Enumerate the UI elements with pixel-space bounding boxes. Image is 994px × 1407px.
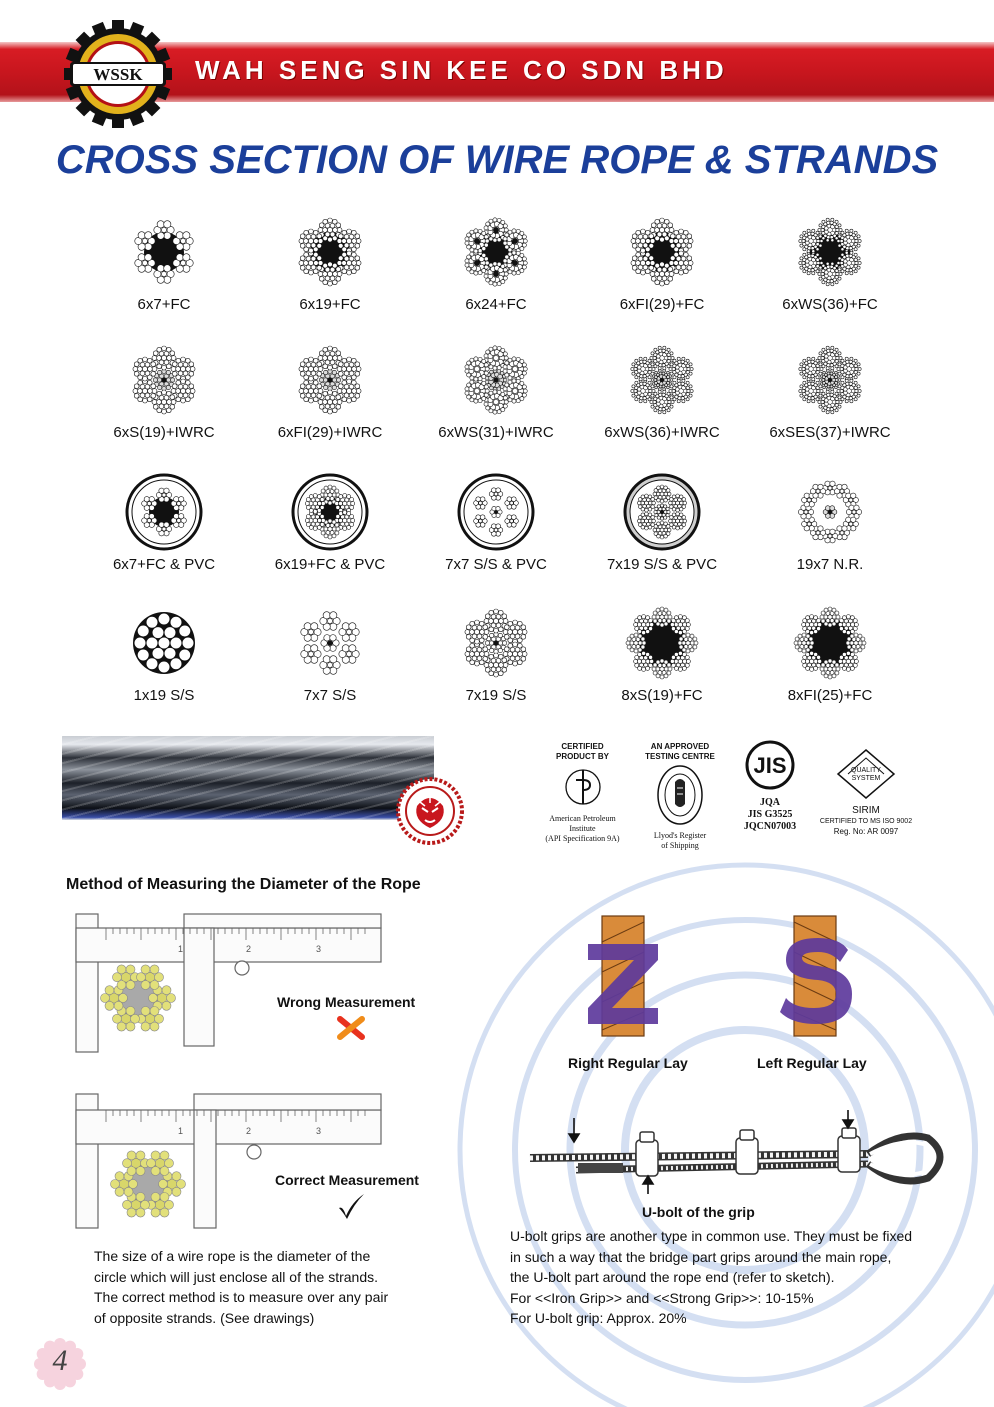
measuring-text-line: of opposite strands. (See drawings) [94, 1309, 315, 1326]
jis-logo-icon [743, 738, 797, 792]
lloyds-line-1: Llyod's Register [653, 831, 707, 840]
rope-cross-section-item [84, 472, 244, 582]
rope-cross-section-item [416, 212, 576, 322]
rope-cross-section-item [84, 340, 244, 450]
rope-label: 6x7+FC [137, 296, 191, 313]
scale-mark-2: 2 [246, 1126, 252, 1136]
logo-text: WSSK [93, 65, 143, 84]
rope-cross-section-item [582, 340, 742, 450]
rope-cross-section-item [250, 472, 410, 582]
rope-cross-section-icon [790, 340, 870, 420]
lloyds-heading-1: AN APPROVED [650, 742, 710, 751]
rope-cross-section-item [416, 340, 576, 450]
rope-cross-section-icon [290, 212, 370, 292]
u-bolt-label: U-bolt of the grip [642, 1204, 755, 1220]
measuring-heading: Method of Measuring the Diameter of the Rope [66, 876, 421, 893]
jis-line-3: JQCN07003 [743, 821, 797, 832]
correct-measurement-label: Correct Measurement [275, 1172, 419, 1188]
jis-line-1: JQA [760, 797, 780, 808]
rope-cross-section-item [250, 212, 410, 322]
scale-mark-3: 3 [316, 1126, 322, 1136]
u-bolt-text-line: U-bolt grips are another type in common use. They must be fixed [510, 1228, 913, 1244]
rope-cross-section-icon [622, 603, 702, 683]
sirim-certification [818, 748, 914, 837]
company-name: WAH SENG SIN KEE CO SDN BHD [195, 55, 728, 85]
api-line-3: (API Specification 9A) [545, 834, 620, 843]
measuring-description [94, 1246, 388, 1328]
rope-label: 19x7 N.R. [796, 556, 864, 573]
rope-label: 6xWS(31)+IWRC [438, 424, 554, 441]
rope-cross-section-icon [790, 472, 870, 552]
rope-label: 8xS(19)+FC [621, 687, 703, 704]
measuring-text-line: circle which will just enclose all of the strands. [94, 1268, 379, 1285]
rope-cross-section-item [84, 603, 244, 713]
scale-mark-1: 1 [178, 944, 184, 954]
rope-label: 6x7+FC & PVC [112, 556, 216, 573]
scale-mark-3: 3 [316, 944, 322, 954]
tiger-brand-icon [395, 776, 465, 846]
rope-cross-section-item [416, 603, 576, 713]
lloyds-certification [630, 742, 730, 851]
lloyds-register-seal-icon [655, 764, 705, 826]
rope-label: 7x19 S/S [465, 687, 527, 704]
quality-badge-line-2: SYSTEM [851, 775, 881, 782]
rope-cross-section-icon [290, 603, 370, 683]
left-regular-lay-drawing [770, 912, 860, 1040]
rope-cross-section-item [84, 212, 244, 322]
rope-label: 7x7 S/S & PVC [445, 556, 547, 573]
rope-label: 8xFI(25)+FC [787, 687, 873, 704]
rope-cross-section-icon [790, 212, 870, 292]
u-bolt-text-line: in such a way that the bridge part grips around the main rope, [510, 1248, 892, 1265]
scale-mark-2: 2 [246, 944, 252, 954]
wire-rope-photo [62, 736, 434, 820]
u-bolt-text-line: For <<Iron Grip>> and <<Strong Grip>>: 10-15% [510, 1289, 814, 1306]
rope-label: 7x7 S/S [303, 687, 357, 704]
right-regular-lay-drawing [578, 912, 668, 1040]
correct-check-icon [336, 1192, 366, 1220]
rope-label: 6x19+FC & PVC [274, 556, 386, 573]
wrong-x-icon [337, 1014, 365, 1042]
rope-label: 6xWS(36)+FC [782, 296, 878, 313]
lloyds-heading-2: TESTING CENTRE [645, 752, 715, 761]
api-line-2: Institute [569, 824, 596, 833]
api-heading-1: CERTIFIED [561, 742, 604, 751]
rope-label: 7x19 S/S & PVC [606, 556, 718, 573]
rope-cross-section-icon [124, 472, 204, 552]
rope-label: 6xFI(29)+FC [619, 296, 705, 313]
u-bolt-text-line: For U-bolt grip: Approx. 20% [510, 1310, 687, 1326]
jis-certification [730, 738, 810, 833]
measuring-text-line: The size of a wire rope is the diameter of the [94, 1248, 371, 1264]
rope-cross-section-icon [790, 603, 870, 683]
rope-cross-section-icon [456, 212, 536, 292]
sirim-line-2: CERTIFIED TO MS ISO 9002 [819, 818, 913, 825]
rope-label: 6xWS(36)+IWRC [604, 424, 720, 441]
left-regular-lay-label: Left Regular Lay [757, 1055, 867, 1071]
rope-label: 6x19+FC [299, 296, 361, 313]
scale-mark-1: 1 [178, 1126, 184, 1136]
jis-logo-text: JIS [753, 753, 787, 778]
rope-label: 6xFI(29)+IWRC [277, 424, 383, 441]
rope-cross-section-icon [290, 340, 370, 420]
rope-section-wrong [101, 965, 176, 1031]
rope-section-correct [111, 1151, 186, 1217]
u-bolt-description [510, 1226, 912, 1329]
rope-cross-section-icon [456, 603, 536, 683]
rope-cross-section-item [250, 340, 410, 450]
rope-cross-section-icon [456, 472, 536, 552]
rope-cross-section-item [750, 212, 910, 322]
measuring-text-line: The correct method is to measure over any pair [94, 1289, 389, 1305]
rope-cross-section-icon [622, 212, 702, 292]
api-monogram-icon [563, 765, 603, 809]
page-title: CROSS SECTION OF WIRE ROPE & STRANDS [55, 138, 939, 182]
rope-cross-section-item [582, 212, 742, 322]
rope-cross-section-item [416, 472, 576, 582]
right-regular-lay-label: Right Regular Lay [568, 1055, 688, 1071]
sirim-line-1: SIRIM [852, 805, 880, 816]
quality-system-diamond-icon [836, 748, 896, 800]
rope-label: 6x24+FC [465, 296, 527, 313]
rope-cross-section-icon [622, 472, 702, 552]
api-line-1: American Petroleum [549, 814, 616, 823]
jis-line-2: JIS G3525 [747, 809, 793, 820]
rope-label: 6xS(19)+IWRC [113, 424, 215, 441]
quality-badge-line-1: QUALITY [851, 767, 881, 774]
rope-cross-section-item [750, 472, 910, 582]
sirim-line-3: Reg. No: AR 0097 [833, 827, 899, 836]
api-heading-2: PRODUCT BY [556, 752, 609, 761]
u-bolt-text-line: the U-bolt part around the rope end (refer to sketch). [510, 1269, 835, 1285]
rope-cross-section-icon [290, 472, 370, 552]
lloyds-line-2: of Shipping [661, 841, 699, 850]
rope-cross-section-icon [622, 340, 702, 420]
rope-label: 6xSES(37)+IWRC [769, 424, 891, 441]
page-number: 4 [52, 1344, 68, 1377]
rope-cross-section-icon [456, 340, 536, 420]
rope-cross-section-item [582, 603, 742, 713]
rope-cross-section-icon [124, 340, 204, 420]
rope-cross-section-icon [124, 603, 204, 683]
api-certification [535, 742, 630, 844]
rope-cross-section-item [582, 472, 742, 582]
rope-cross-section-item [750, 340, 910, 450]
wssk-gear-logo [62, 18, 174, 130]
rope-label: 1x19 S/S [133, 687, 195, 704]
rope-cross-section-item [250, 603, 410, 713]
rope-cross-section-icon [124, 212, 204, 292]
wrong-measurement-label: Wrong Measurement [277, 994, 416, 1010]
u-bolt-grip-sketch [528, 1108, 958, 1196]
rope-cross-section-item [750, 603, 910, 713]
